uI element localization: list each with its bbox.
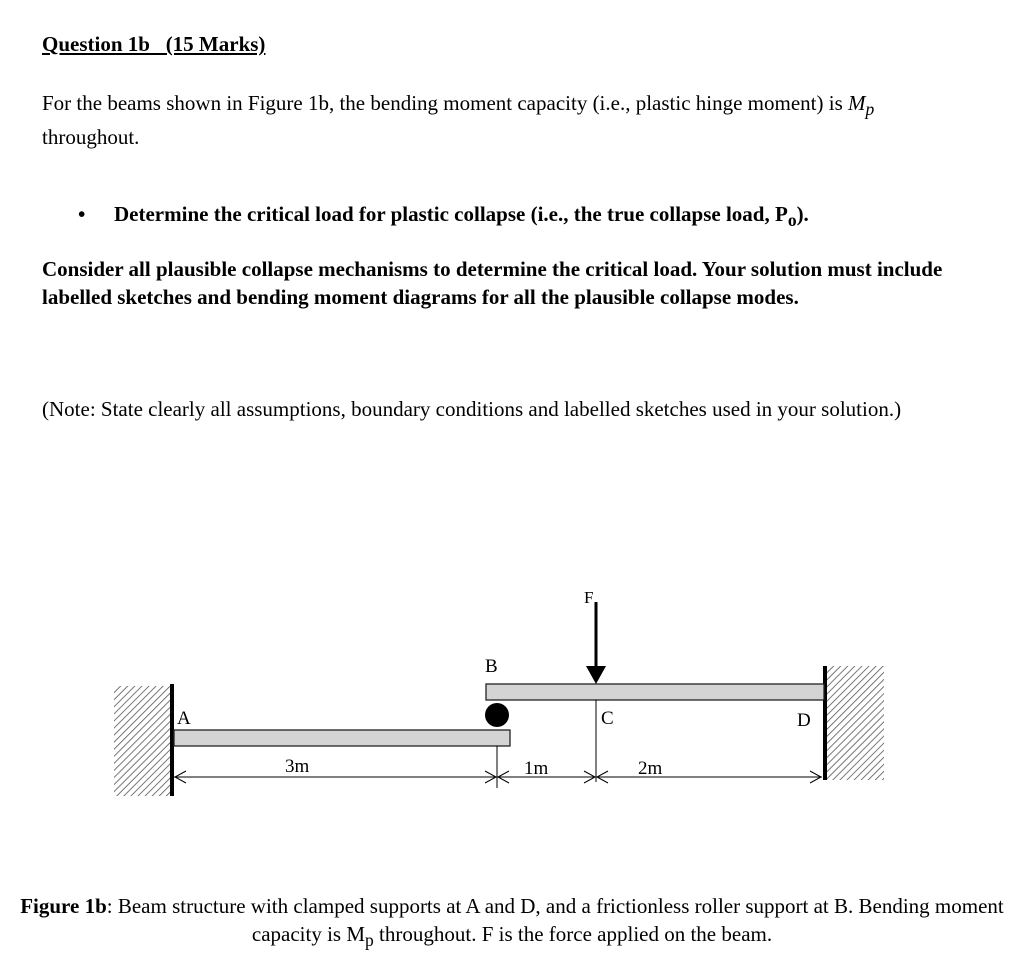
beam-figure — [0, 570, 1024, 800]
question-heading: Question 1b (15 Marks) — [42, 32, 266, 56]
label-d: D — [797, 710, 811, 731]
support-d-hatch — [826, 666, 884, 780]
question-intro — [42, 89, 972, 151]
intro-text-after: throughout. — [42, 125, 140, 150]
task-text-subscript: o — [787, 210, 797, 231]
dim-label-cd: 2m — [638, 758, 663, 779]
task-text-after: ). — [796, 202, 809, 226]
roller-b — [485, 703, 509, 727]
force-arrow-head — [586, 666, 606, 684]
note: (Note: State clearly all assumptions, boundary conditions and labelled sketches used in your solution.) — [42, 397, 902, 421]
support-a-hatch — [114, 686, 172, 796]
intro-symbol: M — [848, 91, 866, 115]
beam-ab — [174, 730, 510, 746]
bullet-icon: • — [78, 202, 86, 226]
caption-label: Figure 1b — [20, 894, 107, 918]
beam-bd — [486, 684, 824, 700]
instructions: Consider all plausible collapse mechanisms to determine the critical load. Your solution must include labelled sketches and bending moment diagrams for all the plausible collapse modes. — [42, 257, 943, 309]
label-a: A — [177, 708, 191, 729]
label-b: B — [485, 656, 498, 677]
dim-label-ab: 3m — [285, 756, 310, 777]
figure-caption — [0, 892, 1024, 954]
label-c: C — [601, 708, 614, 729]
intro-symbol-subscript: p — [865, 99, 875, 120]
caption-subscript: p — [365, 930, 374, 951]
caption-text-2: throughout. F is the force applied on the beam. — [373, 922, 773, 946]
task-text-before: Determine the critical load for plastic collapse (i.e., the true collapse load, P — [114, 202, 788, 226]
task-bullet — [78, 200, 809, 234]
dim-label-bc: 1m — [524, 758, 549, 779]
label-f: F — [584, 588, 594, 607]
caption-text-1: : Beam structure with clamped supports at A and D, and a frictionless roller support at B. Bending moment capacity is M — [106, 894, 1004, 946]
intro-text-before: For the beams shown in Figure 1b, the bending moment capacity (i.e., plastic hinge moment) is — [42, 91, 849, 115]
